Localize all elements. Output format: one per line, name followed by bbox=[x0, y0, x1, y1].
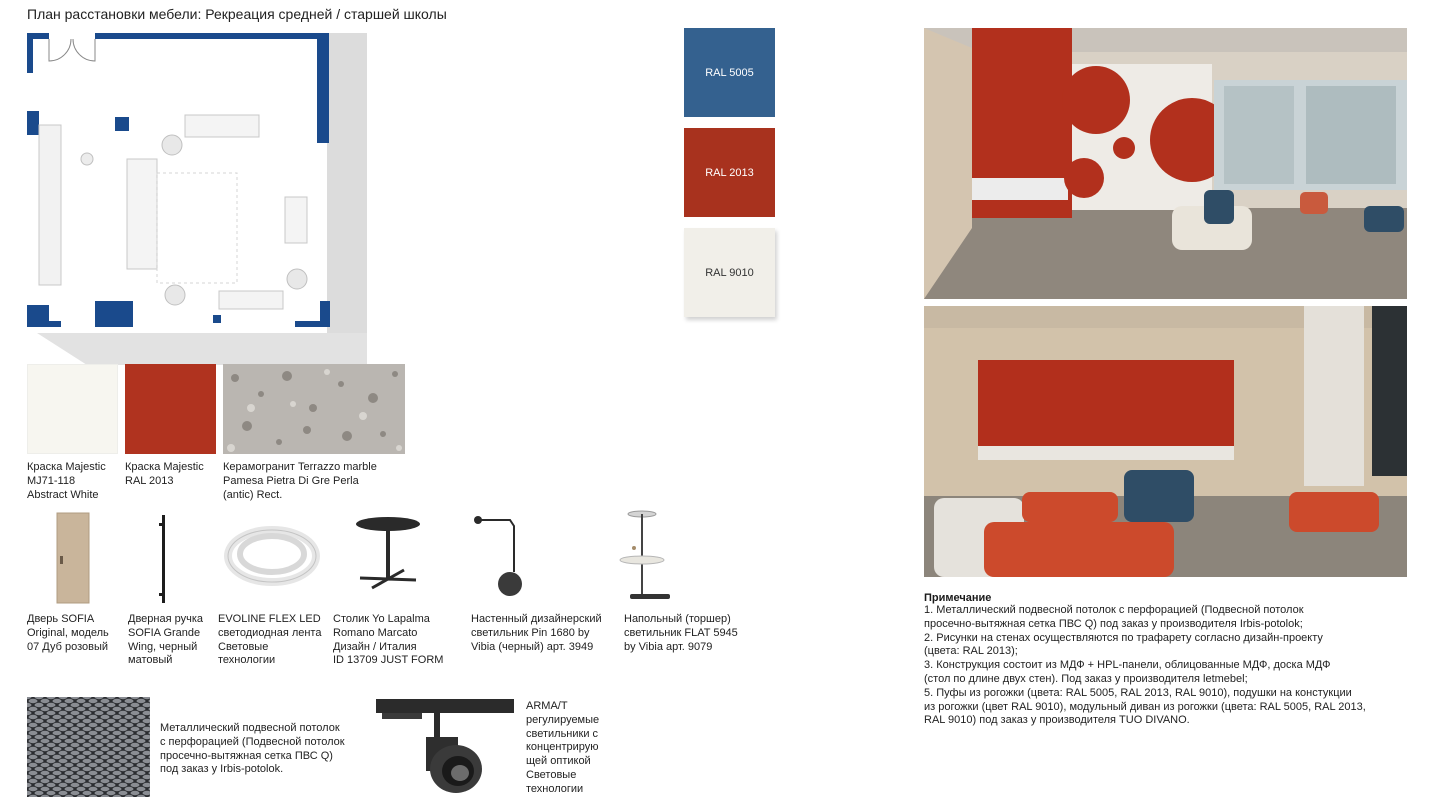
caption-line: матовый bbox=[128, 654, 173, 667]
material-caption-3 bbox=[223, 461, 413, 502]
page-title: План расстановки мебели: Рекреация средней / старшей школы bbox=[27, 6, 447, 22]
caption-line: светильник FLAT 5945 bbox=[624, 626, 738, 639]
floor-plan bbox=[27, 33, 367, 365]
ceiling-mesh-swatch bbox=[27, 697, 150, 797]
caption-line: щей оптикой bbox=[526, 755, 591, 768]
note-line: (цвета: RAL 2013); bbox=[924, 645, 1018, 658]
material-swatch-terrazzo bbox=[223, 364, 405, 454]
palette-label-1: RAL 5005 bbox=[705, 66, 754, 79]
caption-line: SOFIA Grande bbox=[128, 626, 201, 639]
ceiling-caption bbox=[160, 722, 375, 777]
caption-line: Pamesa Pietra Di Gre Perla bbox=[223, 474, 359, 487]
caption-line: Дверь SOFIA bbox=[27, 613, 95, 625]
caption-line: светильники с bbox=[526, 727, 599, 740]
caption-line: by Vibia арт. 9079 bbox=[624, 640, 713, 653]
spotlight-caption bbox=[526, 700, 616, 797]
caption-line: светильник Pin 1680 by bbox=[471, 626, 590, 639]
side-table-icon bbox=[352, 516, 424, 596]
caption-line: с перфорацией (Подвесной потолок bbox=[160, 735, 345, 748]
caption-line: Abstract White bbox=[27, 488, 99, 501]
product-caption-table bbox=[333, 613, 468, 668]
caption-line: Дверная ручка bbox=[128, 613, 204, 625]
note-line: 5. Пуфы из рогожки (цвета: RAL 5005, RAL 2013, RAL 9010), подушки на констукции bbox=[924, 686, 1352, 699]
notes-block bbox=[924, 592, 1424, 728]
note-line: (стол по длине двух стен). Под заказ у производителя letmebel; bbox=[924, 672, 1248, 685]
caption-line: Дизайн / Италия bbox=[333, 640, 417, 653]
caption-line: Столик Yo Lapalma bbox=[333, 613, 430, 625]
note-line: 3. Конструкция состоит из МДФ + HPL-панели, облицованные МДФ, доска МДФ bbox=[924, 659, 1331, 672]
palette-label-3: RAL 9010 bbox=[705, 266, 754, 279]
caption-line: Настенный дизайнерский bbox=[471, 613, 602, 625]
caption-line: (antic) Rect. bbox=[223, 488, 283, 501]
wall-lamp-icon bbox=[470, 512, 522, 598]
palette-swatch-2 bbox=[684, 128, 775, 217]
interior-render-2 bbox=[924, 306, 1407, 577]
palette-swatch-3 bbox=[684, 228, 775, 317]
caption-line: Световые bbox=[526, 768, 577, 781]
note-line: просечно-вытяжная сетка ПВС Q) под заказ у производителя Irbis-potolok; bbox=[924, 617, 1303, 630]
palette-swatch-1 bbox=[684, 28, 775, 117]
caption-line: Wing, черный bbox=[128, 640, 198, 653]
note-line: из рогожки (цвет RAL 9010), модульный диван из рогожки (цвета: RAL 5005, RAL 2013, bbox=[924, 700, 1366, 713]
caption-line: просечно-вытяжная сетка ПВС Q) bbox=[160, 749, 333, 762]
note-line: 2. Рисунки на стенах осуществляются по трафарету согласно дизайн-проекту bbox=[924, 631, 1323, 644]
caption-line: Original, модель bbox=[27, 626, 109, 639]
palette-label-2: RAL 2013 bbox=[705, 166, 754, 179]
product-caption-handle bbox=[128, 613, 218, 668]
caption-line: Металлический подвесной потолок bbox=[160, 722, 340, 734]
material-caption-1 bbox=[27, 461, 123, 502]
product-caption-door bbox=[27, 613, 125, 654]
note-line: 1. Металлический подвесной потолок с перфорацией (Подвесной потолок bbox=[924, 604, 1304, 616]
product-caption-floor-lamp bbox=[624, 613, 764, 654]
door-icon bbox=[56, 512, 90, 604]
material-caption-2 bbox=[125, 461, 221, 489]
note-line: RAL 9010) под заказ у производителя TUO DIVANO. bbox=[924, 714, 1190, 727]
product-caption-wall-lamp bbox=[471, 613, 621, 654]
caption-line: Краска Majestic bbox=[125, 461, 204, 473]
caption-line: Световые bbox=[218, 640, 269, 653]
material-swatch-white-paint bbox=[27, 364, 118, 454]
interior-render-1 bbox=[924, 28, 1407, 299]
caption-line: Romano Marcato bbox=[333, 626, 418, 639]
led-strip-icon bbox=[222, 522, 322, 588]
caption-line: под заказ у Irbis-potolok. bbox=[160, 763, 284, 776]
caption-line: концентрирую bbox=[526, 741, 599, 754]
spotlight-icon bbox=[376, 697, 516, 797]
caption-line: Напольный (торшер) bbox=[624, 613, 731, 625]
caption-line: технологии bbox=[218, 654, 276, 667]
caption-line: ARMA/T bbox=[526, 700, 568, 712]
caption-line: EVOLINE FLEX LED bbox=[218, 613, 321, 625]
caption-line: технологии bbox=[526, 782, 584, 795]
caption-line: Керамогранит Terrazzo marble bbox=[223, 461, 377, 473]
door-handle-icon bbox=[158, 515, 170, 605]
caption-line: ID 13709 JUST FORM bbox=[333, 654, 444, 667]
product-caption-led bbox=[218, 613, 333, 668]
material-swatch-red-paint bbox=[125, 364, 216, 454]
notes-heading: Примечание bbox=[924, 592, 992, 604]
caption-line: RAL 2013 bbox=[125, 474, 174, 487]
caption-line: Vibia (черный) арт. 3949 bbox=[471, 640, 594, 653]
floor-lamp-icon bbox=[616, 510, 672, 602]
caption-line: светодиодная лента bbox=[218, 626, 322, 639]
caption-line: MJ71-118 bbox=[27, 474, 76, 487]
caption-line: 07 Дуб розовый bbox=[27, 640, 109, 653]
caption-line: регулируемые bbox=[526, 713, 600, 726]
caption-line: Краска Majestic bbox=[27, 461, 106, 473]
